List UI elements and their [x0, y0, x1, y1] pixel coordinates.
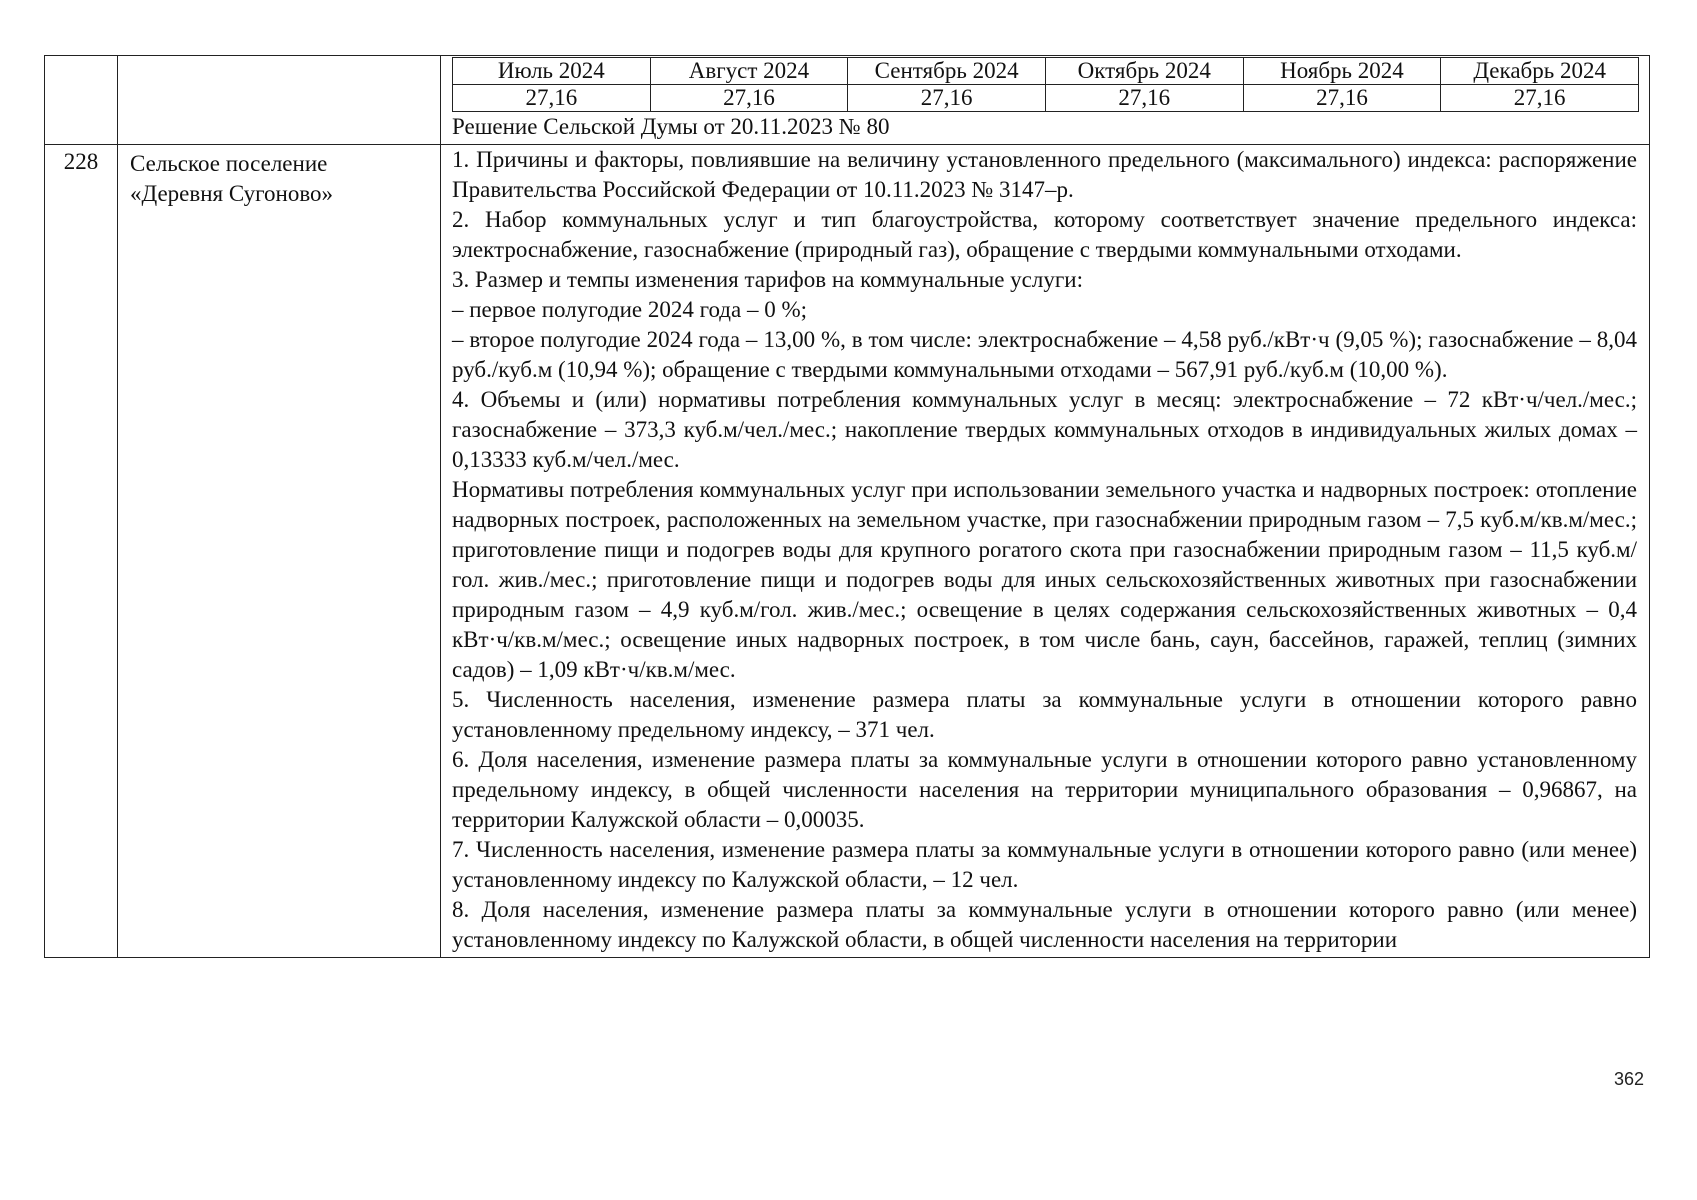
- settlement-name-cell: [118, 145, 441, 958]
- paragraph-tariff-changes: 3. Размер и темпы изменения тарифов на коммунальные услуги:: [452, 267, 1083, 292]
- month-header-cell: Сентябрь 2024: [848, 58, 1046, 85]
- paragraph-consumption-norms: 4. Объемы и (или) нормативы потребления коммунальных услуг в месяц: электроснабжение – 72 кВт·ч/чел./мес.; газоснабжение – 373,3 куб.м/чел./мес.; накопление твердых коммунальных отходов в индивидуальных жилых домах – 0,13333 куб.м/чел./мес.: [452, 387, 1637, 472]
- page-number: 362: [1614, 1069, 1645, 1089]
- month-header-cell: Ноябрь 2024: [1243, 58, 1441, 85]
- index-value-cell: 27,16: [1045, 85, 1243, 112]
- paragraph-land-plot-norms: Нормативы потребления коммунальных услуг при использовании земельного участка и надворных построек: отопление надворных построек, расположенных на земельном участке, при газоснабжении природным газом – 7,5 куб.м/кв.м/мес.; приготовление пищи и подогрев воды для крупного рогатого скота при газоснабжении природным газом – 11,5 куб.м/гол. жив./мес.; приготовление пищи и подогрев воды для иных сельскохозяйственных животных при газоснабжении природным газом – 4,9 куб.м/гол. жив./мес.; освещение в целях содержания сельскохозяйственных животных – 0,4 кВт·ч/кв.м/мес.; освещение иных надворных построек, в том числе бань, саун, бассейнов, гаражей, теплиц (зимних садов) – 1,09 кВт·ч/кв.м/мес.: [452, 477, 1637, 682]
- justification-cell: [441, 145, 1650, 958]
- empty-number-cell: [45, 56, 118, 145]
- index-value-cell: 27,16: [848, 85, 1046, 112]
- month-header-cell: Июль 2024: [453, 58, 651, 85]
- month-header-row: [453, 58, 1639, 85]
- index-value-cell: 27,16: [650, 85, 848, 112]
- decision-reference: Решение Сельской Думы от 20.11.2023 № 80: [452, 114, 890, 139]
- tariff-content-cell: [441, 56, 1650, 145]
- table-row-228: [45, 145, 1650, 958]
- index-value-row: [453, 85, 1639, 112]
- table-row-continuation: [45, 56, 1650, 145]
- paragraph-population-share: 6. Доля населения, изменение размера платы за коммунальные услуги в отношении которого равно установленному предельному индексу, в общей численности населения на территории муниципального образования – 0,96867, на территории Калужской области – 0,00035.: [452, 747, 1637, 832]
- settlement-name-line1: Сельское поселение: [130, 151, 328, 176]
- paragraph-population-count-regional: 7. Численность населения, изменение размера платы за коммунальные услуги в отношении которого равно (или менее) установленному индексу по Калужской области, – 12 чел.: [452, 837, 1637, 892]
- paragraph-first-half: – первое полугодие 2024 года – 0 %;: [452, 297, 808, 322]
- index-value-cell: 27,16: [1441, 85, 1639, 112]
- paragraph-population-count: 5. Численность населения, изменение размера платы за коммунальные услуги в отношении которого равно установленному предельному индексу, – 371 чел.: [452, 687, 1637, 742]
- paragraph-second-half: – второе полугодие 2024 года – 13,00 %, в том числе: электроснабжение – 4,58 руб./кВт·ч (9,05 %); газоснабжение – 8,04 руб./куб.м (10,94 %); обращение с твердыми коммунальными отходами – 567,91 руб./куб.м (10,00 %).: [452, 327, 1637, 382]
- paragraph-reasons: 1. Причины и факторы, повлиявшие на величину установленного предельного (максимального) индекса: распоряжение Правительства Российской Федерации от 10.11.2023 № 3147–р.: [452, 147, 1637, 202]
- month-header-cell: Октябрь 2024: [1045, 58, 1243, 85]
- row-number: 228: [45, 145, 118, 958]
- monthly-index-table: [452, 57, 1639, 112]
- settlement-name-line2: «Деревня Сугоново»: [130, 181, 334, 206]
- paragraph-services-set: 2. Набор коммунальных услуг и тип благоустройства, которому соответствует значение предельного индекса: электроснабжение, газоснабжение (природный газ), обращение с твердыми коммунальными отходами.: [452, 207, 1637, 262]
- empty-name-cell: [118, 56, 441, 145]
- index-value-cell: 27,16: [453, 85, 651, 112]
- index-value-cell: 27,16: [1243, 85, 1441, 112]
- paragraph-population-share-regional: 8. Доля населения, изменение размера платы за коммунальные услуги в отношении которого равно (или менее) установленному индексу по Калужской области, в общей численности населения на территории: [452, 897, 1637, 952]
- month-header-cell: Декабрь 2024: [1441, 58, 1639, 85]
- month-header-cell: Август 2024: [650, 58, 848, 85]
- tariff-index-table: [44, 55, 1650, 958]
